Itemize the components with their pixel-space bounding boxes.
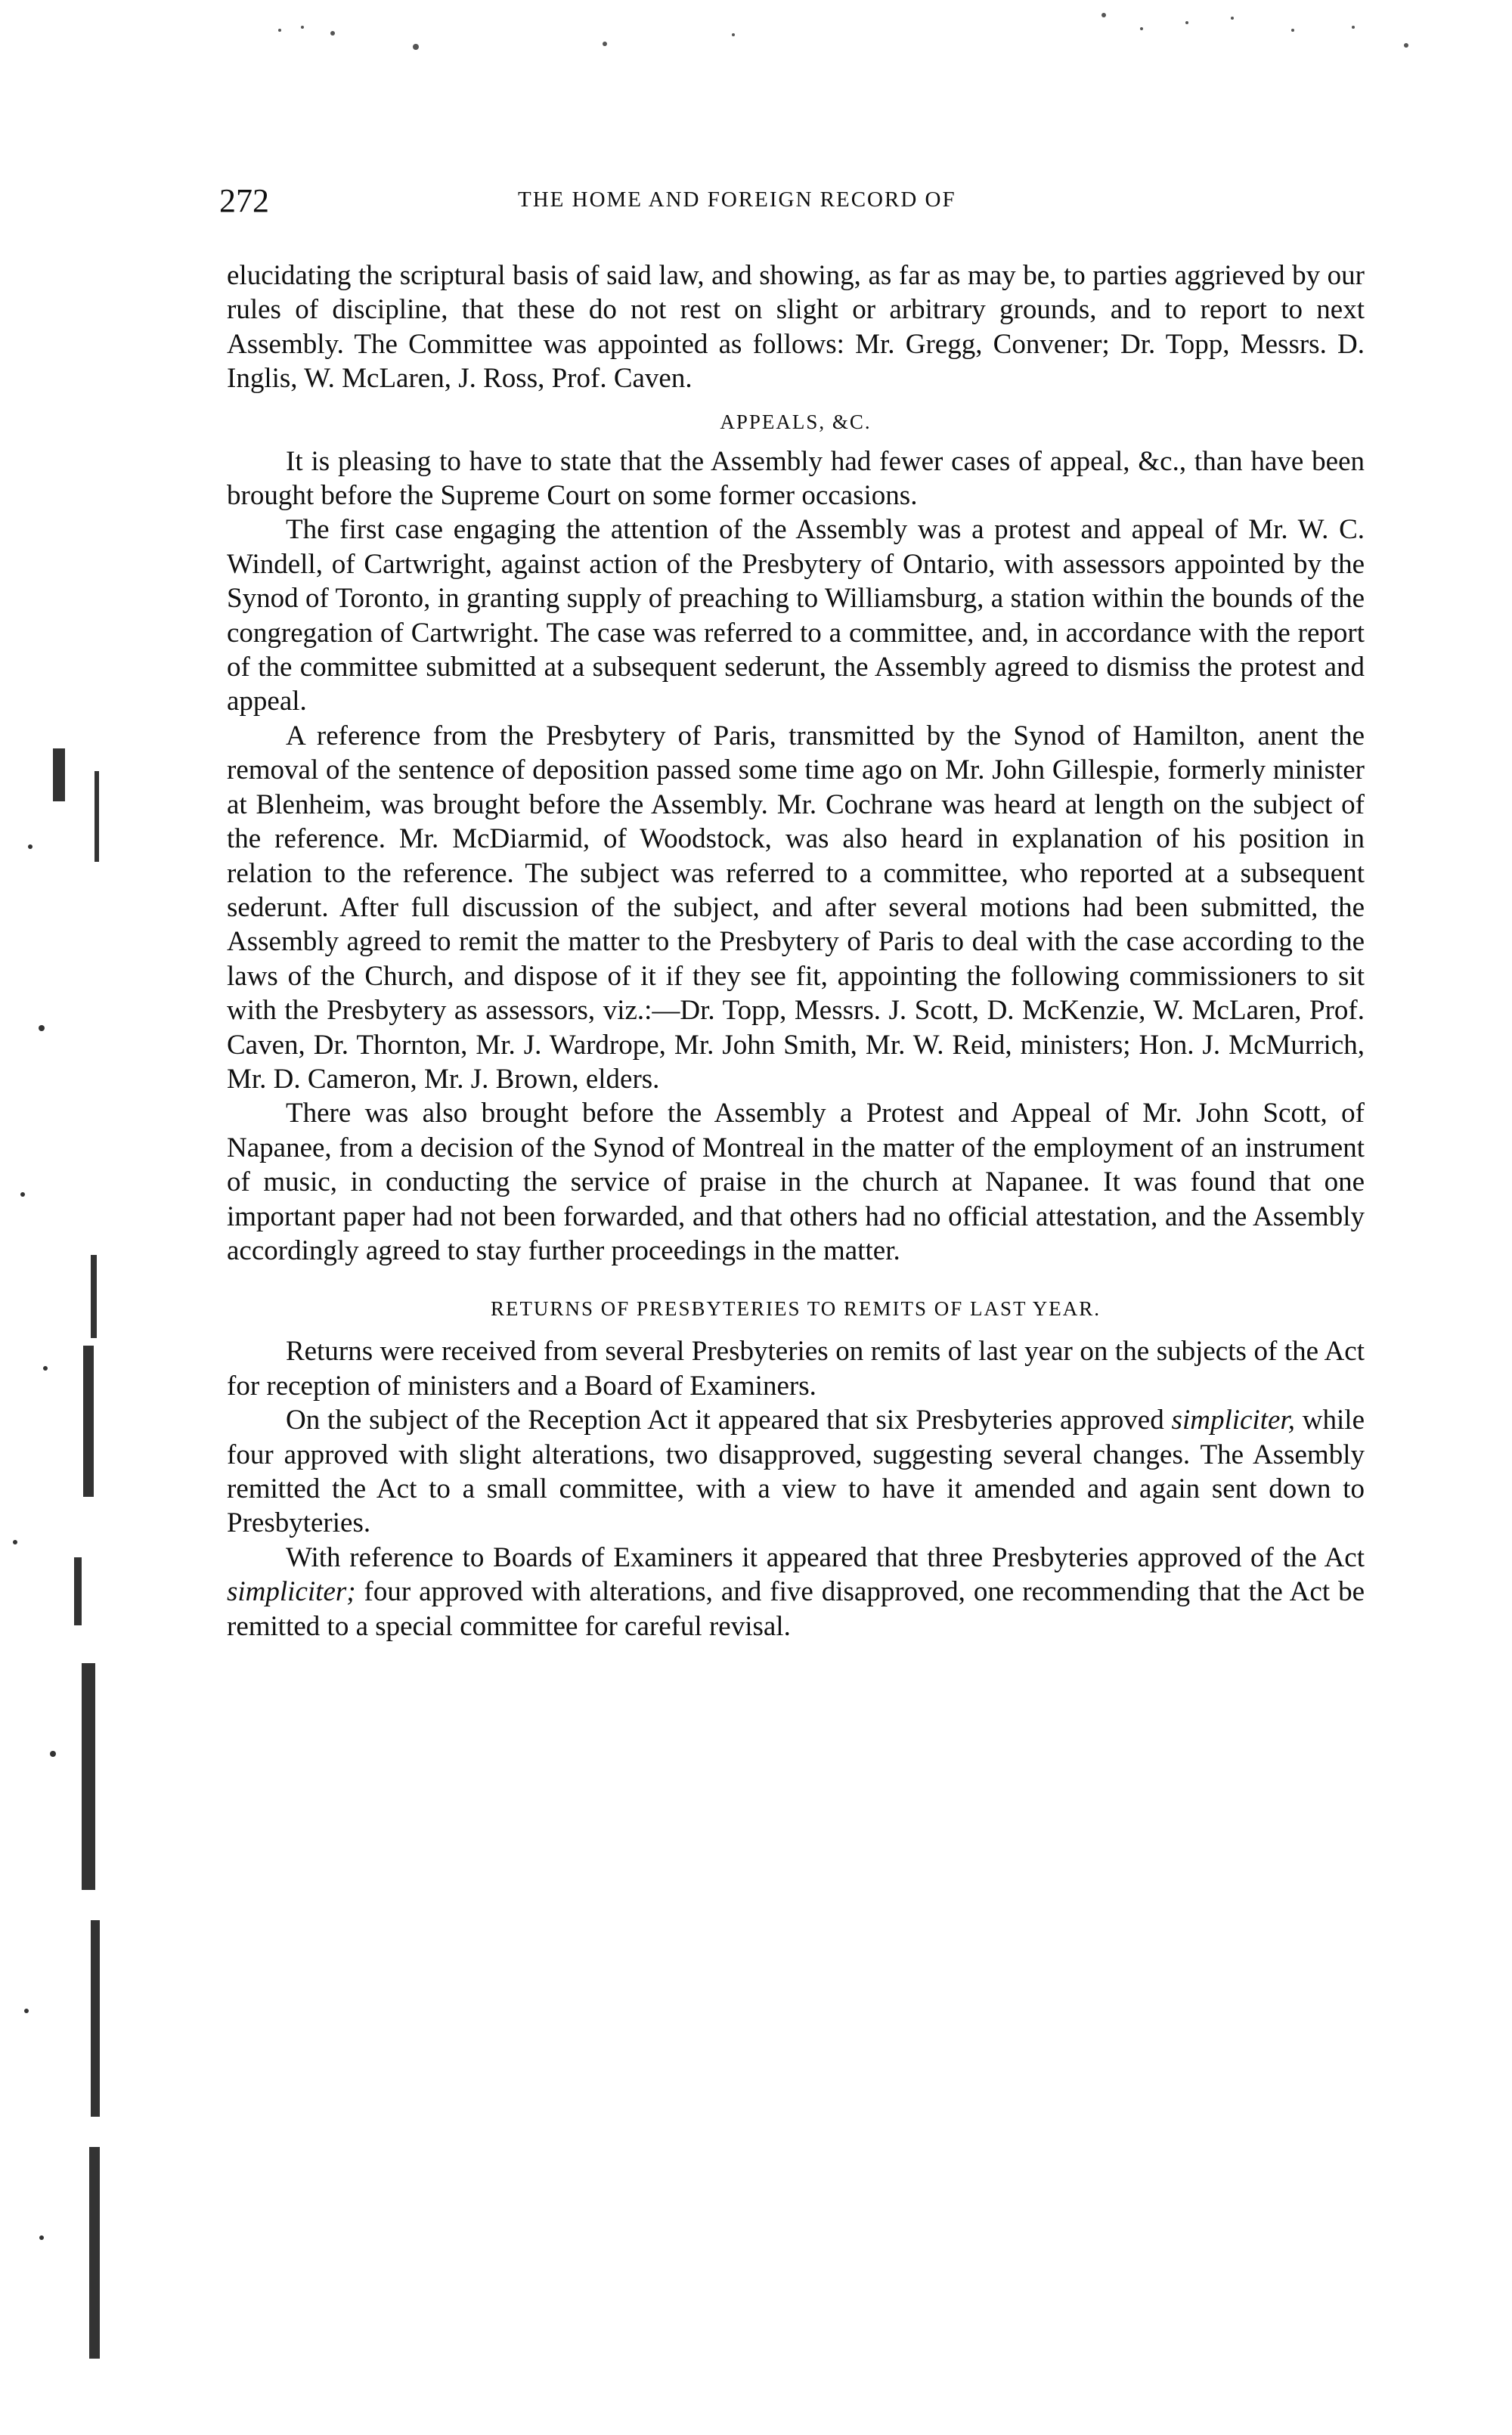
paragraph-returns-received: Returns were received from several Presbyteries on remits of last year on the subjects of the Act for reception of ministers and a Board of Examiners.	[227, 1336, 1365, 1402]
paragraph-boards-examiners	[227, 1541, 1365, 1643]
boards-text-a: With reference to Boards of Examiners it appeared that three Presbyteries approved of the Act	[286, 1541, 1365, 1573]
page-number: 272	[219, 182, 269, 219]
reception-act-text-b: while four approved with slight alterations, two disapproved, suggesting several changes. The Assembly remitted the Act to a small committee, with a view to have it amended and again sent down to Presbyteries.	[227, 1405, 1365, 1539]
scan-margin-artifacts	[0, 575, 113, 2434]
reception-act-italic: simpliciter,	[1171, 1405, 1295, 1436]
scan-speckle-top	[249, 0, 1459, 60]
running-head: THE HOME AND FOREIGN RECORD OF	[518, 187, 956, 212]
page-header	[219, 181, 1376, 227]
paragraph-paris-reference: A reference from the Presbytery of Paris, transmitted by the Synod of Hamilton, anent the removal of the sentence of deposition passed some time ago on Mr. John Gillespie, formerly minister at Blenheim, was brought before the Assembly. Mr. Cochrane was heard at length on the subject of the reference. Mr. McDiarmid, of Woodstock, was also heard in explanation of his position in relation to the reference. The subject was referred to a committee, who reported at a subsequent sederunt. After full discussion of the subject, and after several motions had been submitted, the Assembly agreed to remit the matter to the Presbytery of Paris to deal with the case according to the laws of the Church, and dispose of it if they see fit, appointing the following commissioners to sit with the Presbytery as assessors, viz.:—Dr. Topp, Messrs. J. Scott, D. McKenzie, W. McLaren, Prof. Caven, Dr. Thornton, Mr. J. Wardrope, Mr. John Smith, Mr. W. Reid, ministers; Hon. J. McMurrich, Mr. D. Cameron, Mr. J. Brown, elders.	[227, 720, 1365, 1095]
paragraph-fewer-cases: It is pleasing to have to state that the Assembly had fewer cases of appeal, &c., than have been brought before the Supreme Court on some former occasions.	[227, 445, 1365, 512]
paragraph-scott-appeal: There was also brought before the Assembly a Protest and Appeal of Mr. John Scott, of Napanee, from a decision of the Synod of Montreal in the matter of the employment of an instrument of music, in conducting the service of praise in the church at Napanee. It was found that one important paper had not been forwarded, and that others had no official attestation, and the Assembly accordingly agreed to stay further proceedings in the matter.	[227, 1098, 1365, 1266]
paragraph-committee: elucidating the scriptural basis of said law, and showing, as far as may be, to parties aggrieved by our rules of discipline, that these do not rest on slight or arbitrary grounds, and to report to next Assembly. The Committee was appointed as follows: Mr. Gregg, Convener; Dr. Topp, Messrs. D. Inglis, W. McLaren, J. Ross, Prof. Caven.	[227, 260, 1365, 395]
section-heading-appeals: APPEALS, &C.	[720, 410, 872, 433]
boards-italic: simpliciter;	[227, 1576, 356, 1608]
boards-text-b: four approved with alterations, and five disapproved, one recommending that the Act be remitted to a special committee for careful revisal.	[227, 1576, 1365, 1642]
body-text	[227, 259, 1365, 1643]
paragraph-windell-appeal: The first case engaging the attention of the Assembly was a protest and appeal of Mr. W. C. Windell, of Cartwright, against action of the Presbytery of Ontario, with assessors appointed by the Synod of Toronto, in granting supply of preaching to Williamsburg, a station within the bounds of the congregation of Cartwright. The case was referred to a committee, and, in accordance with the report of the committee submitted at a subsequent sederunt, the Assembly agreed to dismiss the protest and appeal.	[227, 514, 1365, 717]
reception-act-text-a: On the subject of the Reception Act it appeared that six Presbyteries approved	[286, 1405, 1172, 1436]
paragraph-reception-act	[227, 1403, 1365, 1541]
section-heading-returns: RETURNS OF PRESBYTERIES TO REMITS OF LAST YEAR.	[490, 1297, 1101, 1321]
